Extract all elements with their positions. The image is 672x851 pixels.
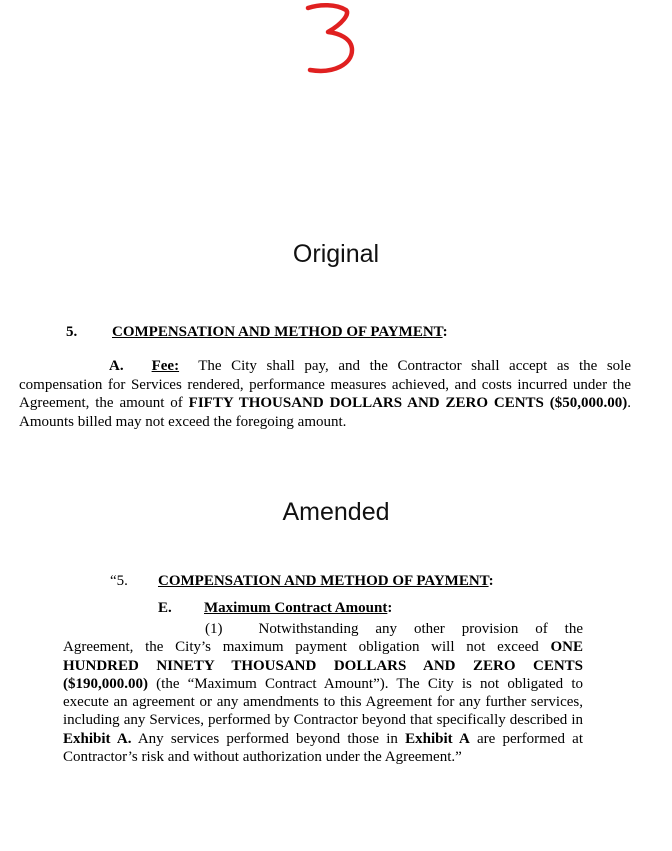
amended-exhibit-ref-2: Exhibit A — [405, 730, 470, 747]
amended-clause-text-2: (the “Maximum Contract Amount”). The City is not obligated to execute an agreement or any amendments to this Agreement for any further services, including any Services, performed by Contractor beyond that specifically described in — [63, 675, 583, 729]
amended-subsection-title — [158, 600, 392, 617]
original-section-number: 5. — [66, 324, 78, 340]
amended-heading: Amended — [282, 498, 390, 526]
amended-clause-amount: ONE HUNDRED NINETY THOUSAND DOLLARS AND ZERO CENTS ($190,000.00) — [63, 639, 583, 692]
amended-section-title-text: COMPENSATION AND METHOD OF PAYMENT — [158, 573, 489, 589]
amended-clause-label-colon: : — [387, 600, 393, 616]
original-section-colon: : — [442, 324, 448, 340]
original-clause-amount: FIFTY THOUSAND DOLLARS AND ZERO CENTS ($50,000.00) — [188, 395, 628, 412]
amended-clause-text-1: Notwithstanding any other provision of the Agreement, the City’s maximum payment obligation will not exceed — [63, 621, 583, 656]
amended-section-colon: : — [488, 573, 494, 589]
handwritten-page-number — [298, 0, 358, 78]
amended-clause-label: Maximum Contract Amount — [204, 600, 388, 616]
amended-clause-text-4: are performed at Contractor’s risk and without authorization under the Agreement.” — [63, 730, 583, 766]
original-clause-letter: A. — [109, 358, 124, 374]
original-fee-clause — [19, 357, 631, 431]
amended-exhibit-ref-1: Exhibit A. — [63, 730, 132, 747]
amended-max-amount-clause — [63, 620, 583, 766]
amended-section-number: “5. — [110, 573, 128, 589]
original-section-title-text: COMPENSATION AND METHOD OF PAYMENT — [112, 324, 443, 340]
amended-section-title — [110, 573, 494, 590]
amended-clause-text-3: Any services performed beyond those in — [131, 730, 406, 747]
original-clause-text-1: The City shall pay, and the Contractor shall accept as the sole compensation for Services rendered, performance measures achieved, and costs incurred under the Agreement, the amount of — [19, 358, 632, 412]
original-clause-text-2: . Amounts billed may not exceed the foregoing amount. — [19, 395, 632, 430]
amended-subclause-number: (1) — [205, 621, 223, 637]
original-section-title — [66, 324, 448, 341]
original-clause-label: Fee: — [151, 358, 180, 374]
amended-clause-letter: E. — [158, 600, 172, 616]
original-heading: Original — [292, 240, 380, 268]
